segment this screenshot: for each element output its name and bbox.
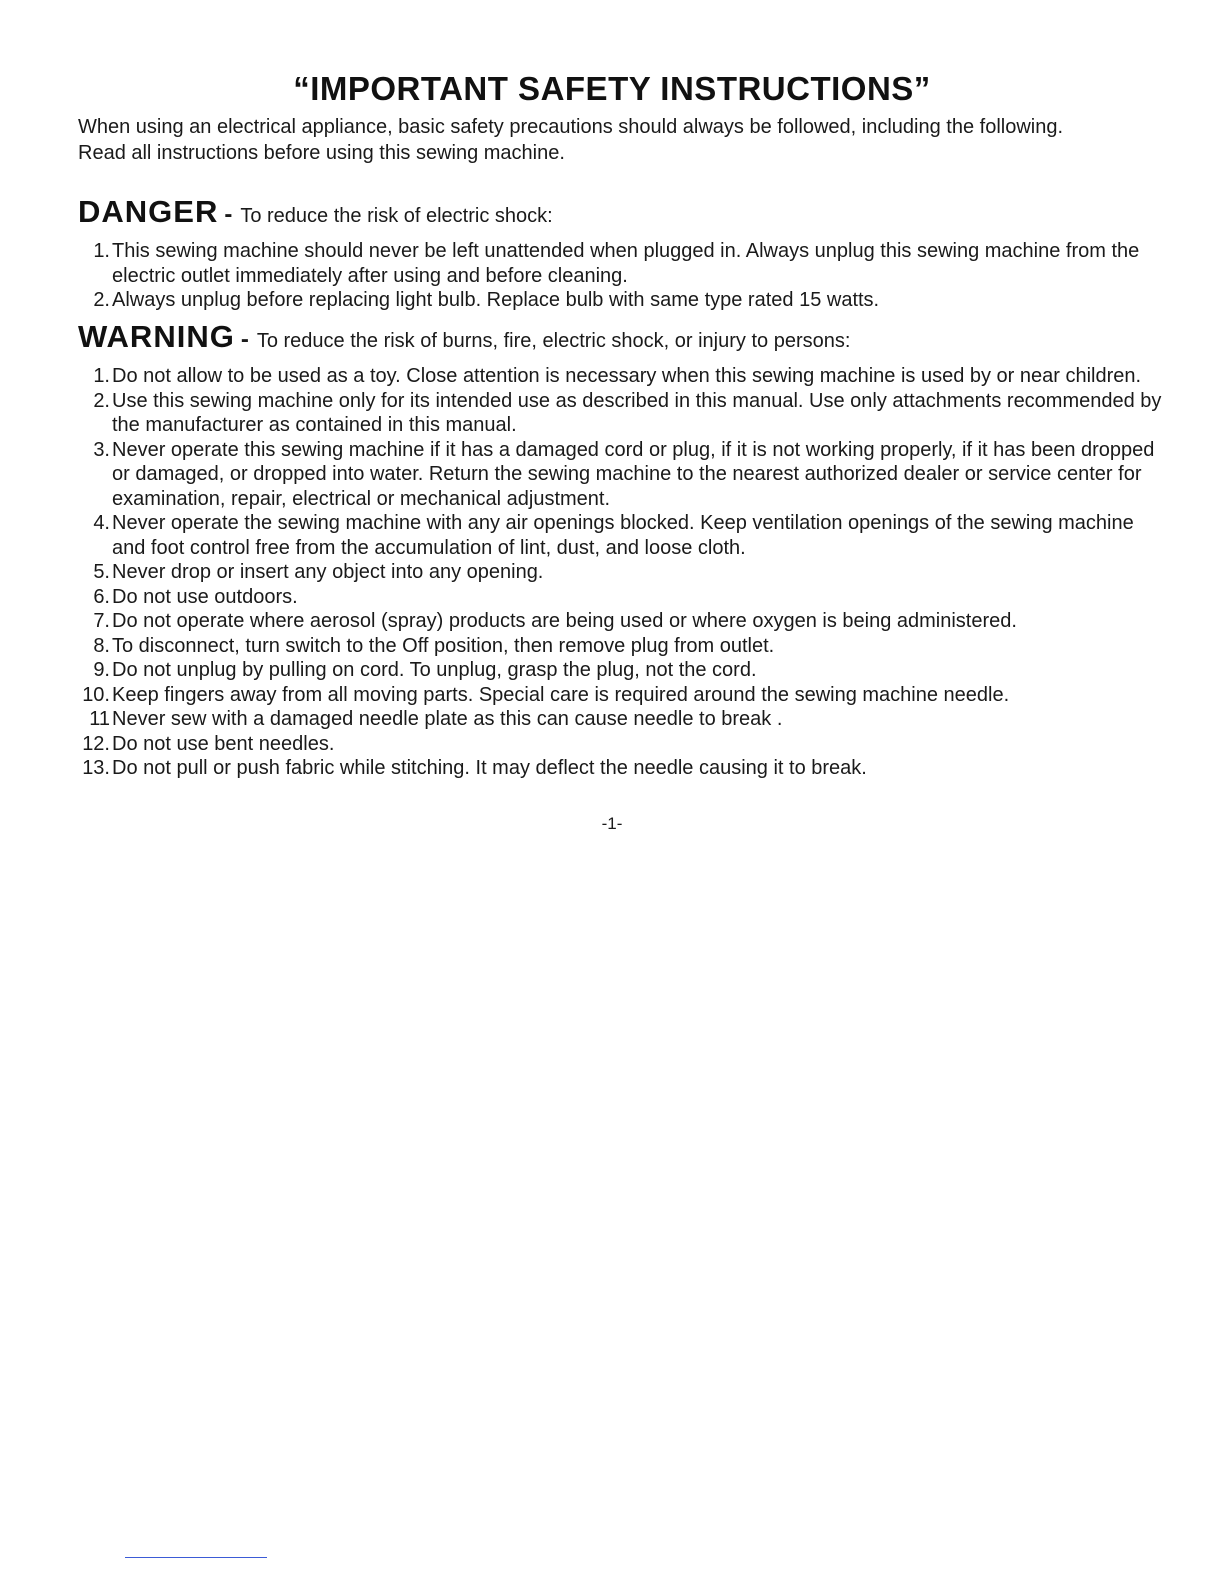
danger-heading [78,194,553,231]
item-number: 9. [93,659,110,681]
warning-heading [78,319,851,356]
item-number: 10. [82,683,110,706]
warning-item [78,756,1163,781]
item-number: 4. [93,512,110,534]
item-number: 1. [93,240,110,262]
danger-subtitle: To reduce the risk of electric shock: [240,205,553,227]
item-text: Never operate this sewing machine if it has a damaged cord or plug, if it is not working properly, if it has been dropped or damaged, or dropped into water. Return the sewing machine to the nearest authorized dealer or service center for examination, repair, electrical or mechanical adjustment. [112,438,1155,510]
warning-item [78,658,1163,683]
warning-item [78,389,1163,438]
item-number: 12. [82,732,110,755]
item-number: 2. [93,289,110,311]
item-text: Do not allow to be used as a toy. Close attention is necessary when this sewing machine is used by or near children. [112,365,1142,387]
danger-label: DANGER [78,194,219,229]
item-text: Never drop or insert any object into any opening. [112,561,544,583]
warning-dash: - [240,326,249,353]
item-number: 5. [93,561,110,583]
item-text: Always unplug before replacing light bulb. Replace bulb with same type rated 15 watts. [112,289,880,311]
intro-text [78,114,1168,166]
item-text: Do not unplug by pulling on cord. To unplug, grasp the plug, not the cord. [112,659,757,681]
warning-item [78,560,1163,585]
warning-item [78,634,1163,659]
item-text: Do not operate where aerosol (spray) products are being used or where oxygen is being administered. [112,610,1017,632]
item-number: 13. [82,757,110,779]
intro-paragraph: When using an electrical appliance, basic safety precautions should always be followed, including the following. [78,116,1064,138]
footer-rule [125,1557,267,1558]
intro-read-instructions: Read all instructions before using this sewing machine. [78,142,565,164]
danger-item [78,239,1163,288]
warning-label: WARNING [78,319,235,354]
warning-item [78,511,1163,560]
warning-subtitle: To reduce the risk of burns, fire, electric shock, or injury to persons: [256,330,851,352]
item-text: This sewing machine should never be left unattended when plugged in. Always unplug this sewing machine from the electric outlet immediately after using and before cleaning. [112,240,1140,287]
item-text: To disconnect, turn switch to the Off position, then remove plug from outlet. [112,634,775,657]
warning-item [78,732,1163,757]
page-number: -1- [601,814,623,833]
item-text: Do not use outdoors. [112,585,298,608]
item-text: Keep fingers away from all moving parts. Special care is required around the sewing machine needle. [112,683,1010,706]
warning-list [78,364,1163,781]
warning-item [78,585,1163,610]
item-text: Never sew with a damaged needle plate as this can cause needle to break . [112,708,783,730]
warning-item [78,609,1163,634]
item-text: Do not use bent needles. [112,732,335,755]
warning-item [78,707,1163,732]
item-number: 7. [93,610,110,632]
warning-item [78,683,1163,708]
danger-item [78,288,1163,313]
item-number: 1. [93,365,110,387]
page-title: “IMPORTANT SAFETY INSTRUCTIONS” [293,70,931,107]
warning-item [78,364,1163,389]
item-text: Do not pull or push fabric while stitching. It may deflect the needle causing it to break. [112,757,867,779]
warning-item [78,438,1163,512]
danger-dash: - [224,201,233,228]
item-number: 11 [89,708,110,730]
item-number: 8. [93,634,110,657]
danger-list [78,239,1163,313]
item-text: Use this sewing machine only for its intended use as described in this manual. Use only attachments recommended by the manufacturer as contained in this manual. [112,389,1162,436]
item-text: Never operate the sewing machine with any air openings blocked. Keep ventilation openings of the sewing machine and foot control free from the accumulation of lint, dust, and loose cloth. [112,512,1134,559]
item-number: 6. [93,585,110,608]
item-number: 3. [93,438,110,461]
item-number: 2. [93,389,110,412]
